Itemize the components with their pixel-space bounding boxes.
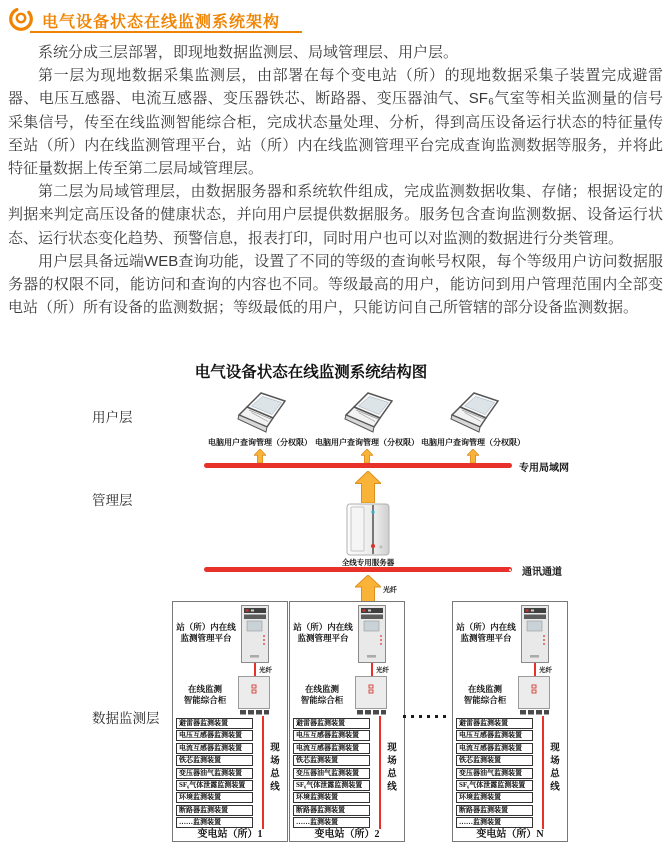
server-icon: [346, 503, 390, 556]
body-text: [8, 41, 663, 319]
terminal-label: 电脑用户查询管理（分权限）: [421, 438, 525, 447]
label-line: 智能综合柜: [463, 694, 507, 705]
spiral-badge-icon: [8, 6, 34, 32]
device-list: [456, 718, 533, 828]
label-line: 智能综合柜: [183, 694, 227, 705]
device-box: ……监测装置: [456, 817, 533, 828]
device-box: 断路器监测装置: [293, 805, 370, 816]
up-arrow-icon: [254, 449, 266, 463]
label-line: 在线监测: [304, 684, 339, 694]
comm-channel-line: [204, 567, 512, 572]
device-box: 变压器油气监测装置: [293, 768, 370, 779]
monitoring-platform-cabinet-icon: [241, 605, 269, 663]
device-box: 铁芯监测装置: [176, 755, 253, 766]
label-line: 站（所）内在线: [293, 622, 353, 632]
laptop-icon: [339, 391, 395, 435]
page-title: 电气设备状态在线监测系统架构: [42, 14, 281, 31]
terminal-label: 电脑用户查询管理（分权限）: [208, 438, 312, 447]
paragraph-3: 第二层为局域管理层，由数据服务器和系统软件组成，完成监测数据收集、存储；根据设定的判据来判定高压设备的健康状态，并向用户层提供数据服务。服务包含查询监测数据、设备运行状态、运行状态变化趋势、预警信息，报表打印，同时用户也可以对监测的数据进行分类管理。: [8, 183, 663, 247]
fiber-link-line: [254, 663, 256, 676]
channel-label: 通讯通道: [522, 567, 562, 578]
label-line: 站（所）内在线: [176, 622, 236, 632]
platform-label: [175, 622, 237, 643]
label-line: 监测管理平台: [297, 632, 349, 643]
substation-box: [452, 601, 568, 842]
figure-title: 电气设备状态在线监测系统结构图: [194, 364, 428, 381]
device-box: 电压互感器监测装置: [293, 730, 370, 741]
label-line: 监测管理平台: [180, 632, 232, 643]
device-box: 电压互感器监测装置: [176, 730, 253, 741]
device-box: 电流互感器监测装置: [456, 743, 533, 754]
monitoring-platform-cabinet-icon: [521, 605, 549, 663]
device-box: ……监测装置: [176, 817, 253, 828]
lan-label: 专用局域网: [519, 463, 569, 474]
device-box: 电压互感器监测装置: [456, 730, 533, 741]
device-box: 铁芯监测装置: [293, 755, 370, 766]
layer-label-management: 管理层: [92, 493, 133, 508]
smart-integrated-cabinet-icon: [355, 676, 387, 716]
cabinet-label: [455, 684, 515, 705]
up-arrow-icon: [361, 449, 373, 463]
field-bus-line: [379, 716, 381, 829]
label-line: 监测管理平台: [460, 632, 512, 643]
device-box: 环境监测装置: [293, 792, 370, 803]
title-underline: [30, 31, 302, 33]
device-list: [293, 718, 370, 828]
smart-integrated-cabinet-icon: [518, 676, 550, 716]
device-box: 断路器监测装置: [456, 805, 533, 816]
device-box: 电流互感器监测装置: [176, 743, 253, 754]
fiber-label: 光纤: [259, 667, 272, 674]
monitoring-platform-cabinet-icon: [358, 605, 386, 663]
device-box: SF₆气体泄露监测装置: [176, 780, 253, 791]
platform-label: [455, 622, 517, 643]
device-box: 断路器监测装置: [176, 805, 253, 816]
device-box: 避雷器监测装置: [176, 718, 253, 729]
label-line: 在线监测: [467, 684, 502, 694]
layer-label-data: 数据监测层: [92, 711, 160, 726]
smart-integrated-cabinet-icon: [238, 676, 270, 716]
device-box: 环境监测装置: [176, 792, 253, 803]
station-name: 变电站（所）2: [314, 829, 380, 840]
up-arrow-icon: [467, 449, 479, 463]
platform-label: [292, 622, 354, 643]
layer-label-user: 用户层: [92, 410, 133, 425]
field-bus-label: 现场总线: [385, 742, 395, 794]
device-box: 铁芯监测装置: [456, 755, 533, 766]
field-bus-label: 现场总线: [268, 742, 278, 794]
ellipsis-dots: [403, 715, 446, 718]
label-line: 站（所）内在线: [456, 622, 516, 632]
device-box: 避雷器监测装置: [293, 718, 370, 729]
device-box: 变压器油气监测装置: [176, 768, 253, 779]
device-box: 避雷器监测装置: [456, 718, 533, 729]
fiber-label: 光纤: [383, 586, 397, 594]
fiber-link-line: [371, 663, 373, 676]
terminal-label: 电脑用户查询管理（分权限）: [315, 438, 419, 447]
device-box: 电流互感器监测装置: [293, 743, 370, 754]
device-list: [176, 718, 253, 828]
field-bus-line: [542, 716, 544, 829]
server-label: 全线专用服务器: [341, 558, 395, 567]
field-bus-label: 现场总线: [548, 742, 558, 794]
paragraph-1: 系统分成三层部署，即现地数据监测层、局域管理层、用户层。: [38, 44, 459, 61]
substation-box: [172, 601, 288, 842]
laptop-icon: [232, 391, 288, 435]
cabinet-label: [175, 684, 235, 705]
device-box: SF₆气体泄露监测装置: [456, 780, 533, 791]
fiber-label: 光纤: [539, 667, 552, 674]
station-name: 变电站（所）1: [197, 829, 263, 840]
substation-box: [289, 601, 405, 842]
fiber-link-line: [534, 663, 536, 676]
device-box: ……监测装置: [293, 817, 370, 828]
laptop-icon: [445, 391, 501, 435]
station-name: 变电站（所）N: [476, 829, 544, 840]
lan-bus-line: [204, 463, 512, 468]
fiber-label: 光纤: [376, 667, 389, 674]
label-line: 在线监测: [187, 684, 222, 694]
field-bus-line: [262, 716, 264, 829]
cabinet-label: [292, 684, 352, 705]
device-box: 变压器油气监测装置: [456, 768, 533, 779]
up-arrow-icon: [355, 471, 381, 503]
paragraph-2: 第一层为现地数据采集监测层，由部署在每个变电站（所）的现地数据采集子装置完成避雷器、电压互感器、电流互感器、变压器铁芯、断路器、变压器油气、SF₆气室等相关监测量的信号采集信号，传至在线监测智能综合柜，完成状态量处理、分析，得到高压设备运行状态的特征量传至站（所）内在线监测管理平台，站（所）内在线监测管理平台完成查询监测数据等服务，并将此特征量数据上传至第二层局域管理层。: [8, 67, 663, 178]
label-line: 智能综合柜: [300, 694, 344, 705]
device-box: 环境监测装置: [456, 792, 533, 803]
paragraph-4: 用户层具备远端WEB查询功能，设置了不同的等级的查询帐号权限，每个等级用户访问数据服务器的权限不同，能访问和查询的内容也不同。等级最高的用户，能访问到用户管理范围内全部变电站（所）所有设备的监测数据；等级最低的用户，只能访问自己所管辖的部分设备监测数据。: [8, 252, 663, 317]
device-box: SF₆气体泄露监测装置: [293, 780, 370, 791]
